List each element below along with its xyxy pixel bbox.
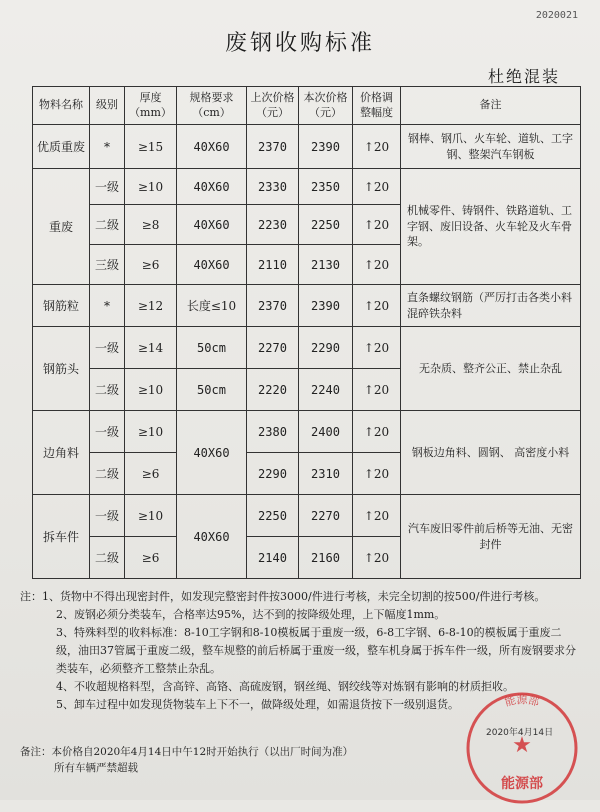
arrow-up-icon: ↑ (363, 382, 374, 397)
price-table (32, 86, 581, 579)
remark-cell: 机械零件、铸钢件、铁路道轨、工字钢、废旧设备、火车轮及火车骨架。 (401, 169, 581, 285)
material-name: 钢筋头 (33, 327, 90, 411)
this-price-cell: 2390 (299, 285, 353, 327)
official-seal (462, 688, 582, 808)
seal-date: 2020年4月14日 (486, 728, 554, 738)
table-row (33, 125, 581, 169)
last-price-cell: 2270 (247, 327, 299, 369)
slogan: 杜绝混装 (487, 67, 560, 86)
this-price-cell: 2250 (299, 205, 353, 245)
grade-cell: 二级 (90, 205, 125, 245)
grade-cell: * (90, 285, 125, 327)
grade-cell: * (90, 125, 125, 169)
material-name: 边角料 (33, 411, 90, 495)
thickness-cell: ≥6 (125, 245, 177, 285)
arrow-up-icon: ↑ (363, 298, 374, 313)
arrow-up-icon: ↑ (363, 466, 374, 481)
last-price-cell: 2330 (247, 169, 299, 205)
seal-dept-text: 能源部 (501, 776, 543, 792)
arrow-up-icon: ↑ (363, 550, 374, 565)
size-cell: 40X60 (177, 411, 247, 495)
arrow-up-icon: ↑ (363, 139, 374, 154)
last-price-cell: 2370 (247, 285, 299, 327)
remark-cell: 汽车废旧零件前后桥等无油、无密封件 (401, 495, 581, 579)
material-name: 拆车件 (33, 495, 90, 579)
last-price-cell: 2380 (247, 411, 299, 453)
size-cell: 40X60 (177, 205, 247, 245)
adjust-cell: ↑20 (353, 453, 401, 495)
grade-cell: 一级 (90, 411, 125, 453)
grade-cell: 二级 (90, 537, 125, 579)
svg-text:★: ★ (512, 733, 532, 758)
footer-effective-date: 备注：本价格自2020年4月14日中午12时开始执行（以出厂时间为准） (20, 746, 354, 758)
table-row (33, 495, 581, 537)
grade-cell: 一级 (90, 169, 125, 205)
size-cell: 50cm (177, 327, 247, 369)
last-price-cell: 2220 (247, 369, 299, 411)
last-price-cell: 2140 (247, 537, 299, 579)
size-cell: 长度≤10 (177, 285, 247, 327)
thickness-cell: ≥6 (125, 453, 177, 495)
this-price-cell: 2350 (299, 169, 353, 205)
table-row (33, 327, 581, 369)
arrow-up-icon: ↑ (363, 217, 374, 232)
note-item: 3、特殊料型的收料标准：8-10工字钢和8-10模板属于重废一级，6-8工字钢、6-8-10的模板属于重废二级，油田37管属于重废二级，整车规整的前后桥属于重废一级，整车机身属于拆车件一级，所有废钢要求分类装车，必须整齐工整禁止杂乱。 (56, 626, 576, 675)
header-adjust: 价格调整幅度 (353, 87, 401, 125)
last-price-cell: 2250 (247, 495, 299, 537)
grade-cell: 三级 (90, 245, 125, 285)
adjust-cell: ↑20 (353, 495, 401, 537)
header-remark: 备注 (401, 87, 581, 125)
seal-ring-text: 能源部 (503, 693, 541, 709)
material-name: 优质重废 (33, 125, 90, 169)
last-price-cell: 2230 (247, 205, 299, 245)
thickness-cell: ≥10 (125, 369, 177, 411)
this-price-cell: 2400 (299, 411, 353, 453)
this-price-cell: 2240 (299, 369, 353, 411)
note-item: 4、不收超规格料型，含高锌、高铬、高硫废钢，钢丝绳、钢绞线等对炼钢有影响的材质拒收。 (56, 680, 514, 693)
thickness-cell: ≥6 (125, 537, 177, 579)
table-row (33, 285, 581, 327)
adjust-cell: ↑20 (353, 411, 401, 453)
note-item: 5、卸车过程中如发现货物装车上下不一，做降级处理，如需退货按下一级别退货。 (56, 698, 459, 711)
remark-cell: 钢棒、钢爪、火车轮、道轨、工字钢、整架汽车钢板 (401, 125, 581, 169)
adjust-cell: ↑20 (353, 285, 401, 327)
thickness-cell: ≥10 (125, 495, 177, 537)
header-last-price: 上次价格（元） (247, 87, 299, 125)
thickness-cell: ≥15 (125, 125, 177, 169)
thickness-cell: ≥14 (125, 327, 177, 369)
seal-icon (462, 688, 582, 808)
arrow-up-icon: ↑ (363, 508, 374, 523)
adjust-cell: ↑20 (353, 125, 401, 169)
material-name: 钢筋粒 (33, 285, 90, 327)
material-name: 重废 (33, 169, 90, 285)
size-cell: 40X60 (177, 125, 247, 169)
arrow-up-icon: ↑ (363, 179, 374, 194)
thickness-cell: ≥12 (125, 285, 177, 327)
last-price-cell: 2110 (247, 245, 299, 285)
header-grade: 级别 (90, 87, 125, 125)
arrow-up-icon: ↑ (363, 340, 374, 355)
grade-cell: 一级 (90, 495, 125, 537)
page-title: 废钢收购标准 (224, 31, 375, 56)
table-header-row (33, 87, 581, 125)
this-price-cell: 2290 (299, 327, 353, 369)
this-price-cell: 2160 (299, 537, 353, 579)
adjust-cell: ↑20 (353, 169, 401, 205)
thickness-cell: ≥10 (125, 411, 177, 453)
thickness-cell: ≥10 (125, 169, 177, 205)
last-price-cell: 2290 (247, 453, 299, 495)
header-material: 物料名称 (33, 87, 90, 125)
adjust-cell: ↑20 (353, 205, 401, 245)
remark-cell: 直条螺纹钢筋（严厉打击各类小料混碎铁杂料 (401, 285, 581, 327)
size-cell: 40X60 (177, 495, 247, 579)
remark-cell: 钢板边角料、圆钢、 高密度小料 (401, 411, 581, 495)
footer-overload-notice: 所有车辆严禁超载 (54, 762, 138, 774)
table-row (33, 411, 581, 453)
table-row (33, 169, 581, 205)
size-cell: 40X60 (177, 169, 247, 205)
size-cell: 50cm (177, 369, 247, 411)
this-price-cell: 2270 (299, 495, 353, 537)
remark-cell: 无杂质、整齐公正、禁止杂乱 (401, 327, 581, 411)
this-price-cell: 2130 (299, 245, 353, 285)
header-size: 规格要求（cm） (177, 87, 247, 125)
adjust-cell: ↑20 (353, 369, 401, 411)
arrow-up-icon: ↑ (363, 424, 374, 439)
document-number: 2020021 (535, 10, 578, 21)
last-price-cell: 2370 (247, 125, 299, 169)
grade-cell: 二级 (90, 369, 125, 411)
thickness-cell: ≥8 (125, 205, 177, 245)
header-this-price: 本次价格（元） (299, 87, 353, 125)
adjust-cell: ↑20 (353, 537, 401, 579)
size-cell: 40X60 (177, 245, 247, 285)
note-item: 注：1、货物中不得出现密封件，如发现完整密封件按3000/件进行考核，未完全切割的按500/件进行考核。 (20, 590, 546, 603)
this-price-cell: 2310 (299, 453, 353, 495)
header-thickness: 厚度（mm） (125, 87, 177, 125)
adjust-cell: ↑20 (353, 245, 401, 285)
arrow-up-icon: ↑ (363, 257, 374, 272)
grade-cell: 二级 (90, 453, 125, 495)
this-price-cell: 2390 (299, 125, 353, 169)
note-item: 2、废钢必须分类装车，合格率达95%，达不到的按降级处理，上下幅度1mm。 (56, 608, 446, 621)
adjust-cell: ↑20 (353, 327, 401, 369)
grade-cell: 一级 (90, 327, 125, 369)
